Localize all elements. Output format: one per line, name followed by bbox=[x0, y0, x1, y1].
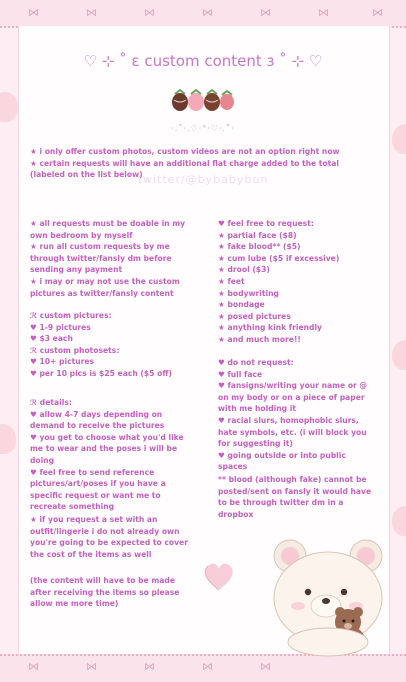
request-list bbox=[218, 218, 376, 346]
strawberry-icon bbox=[0, 92, 18, 122]
donot-item: ♥ racial slurs, homophobic slurs, hate symbols, etc. (i will block you for suggesting it) bbox=[218, 415, 367, 449]
request-item: ★ partial face ($8) bbox=[218, 230, 297, 240]
request-item: ★ bodywriting bbox=[218, 288, 279, 298]
strawberry-icon bbox=[392, 506, 406, 536]
outfit-note bbox=[30, 514, 190, 560]
details-item: ♥ you get to choose what you'd like me to wear and the poses i will be doing bbox=[30, 432, 184, 465]
details-item: ℛ details: bbox=[30, 398, 72, 407]
outfit-text: ★ if you request a set with an outfit/lingerie i do not already own you're going to be expected to cover the cost of the items as well bbox=[30, 515, 188, 559]
pricing-item: ℛ custom photosets: bbox=[30, 345, 120, 355]
pricing-item: ♥ per 10 pics is $25 each ($5 off) bbox=[30, 368, 172, 378]
pricing-list bbox=[30, 310, 190, 380]
bow-icon: ⋈ bbox=[372, 6, 383, 19]
bow-icon: ⋈ bbox=[28, 660, 39, 673]
request-item: ★ cum lube ($5 if excessive) bbox=[218, 253, 340, 263]
rule-item: ★ run all custom requests by me through twitter/fansly dm before sending any payment bbox=[30, 242, 172, 275]
bow-icon: ⋈ bbox=[28, 6, 39, 19]
request-item: ★ fake blood** ($5) bbox=[218, 242, 301, 252]
details-item: ♥ allow 4-7 days depending on demand to receive the pictures bbox=[30, 409, 165, 431]
rule-item: ★ all requests must be doable in my own bedroom by myself bbox=[30, 219, 186, 240]
blood-note-text: ** blood (although fake) cannot be posted/sent on fansly it would have to be through twitter dm in a dropbox bbox=[218, 475, 372, 519]
bow-icon: ⋈ bbox=[260, 660, 271, 673]
bow-icon: ⋈ bbox=[144, 660, 155, 673]
details-list bbox=[30, 397, 190, 513]
blood-note bbox=[218, 474, 378, 520]
items-note bbox=[30, 575, 195, 610]
intro-text bbox=[30, 146, 374, 181]
donot-item: ♥ fansigns/writing your name or @ on my body or on a piece of paper with me holding it bbox=[218, 381, 368, 414]
bear-icon bbox=[262, 534, 394, 658]
request-item: ★ anything kink friendly bbox=[218, 323, 323, 333]
heart-icon bbox=[200, 556, 238, 596]
request-item: ♥ feel free to request: bbox=[218, 219, 314, 228]
request-item: ★ posed pictures bbox=[218, 311, 291, 321]
bow-icon: ⋈ bbox=[202, 6, 213, 19]
donot-item: ♥ do not request: bbox=[218, 358, 294, 367]
request-item: ★ bondage bbox=[218, 300, 265, 310]
details-item: ♥ feel free to send reference pictures/art/poses if you have a specific request or want me to recreate something bbox=[30, 467, 166, 512]
donot-list bbox=[218, 357, 376, 473]
pricing-item: ♥ 1-9 pictures bbox=[30, 322, 91, 332]
divider: ·.˚·.♡·°·♡·.˚· bbox=[171, 124, 235, 133]
strawberry-icon bbox=[392, 124, 406, 154]
watermark: twitter/@bybabybun bbox=[137, 173, 269, 186]
bow-icon: ⋈ bbox=[86, 6, 97, 19]
bow-icon: ⋈ bbox=[318, 6, 329, 19]
rules-list bbox=[30, 218, 190, 299]
bow-icon: ⋈ bbox=[86, 660, 97, 673]
intro-line: ★ i only offer custom photos, custom videos are not an option right now bbox=[30, 147, 340, 156]
strawberry-icon bbox=[392, 340, 406, 370]
request-item: ★ and much more!! bbox=[218, 334, 301, 344]
donot-item: ♥ full face bbox=[218, 369, 263, 379]
request-item: ★ feet bbox=[218, 276, 245, 286]
request-item: ★ drool ($3) bbox=[218, 265, 270, 275]
items-note-text: (the content will have to be made after receiving the items so please allow me more time) bbox=[30, 576, 180, 609]
page-title: ♡ ⊹ ˚ ɛ custom content ɜ ˚ ⊹ ♡ bbox=[83, 52, 323, 70]
pricing-item: ℛ custom pictures: bbox=[30, 311, 112, 320]
strawberry-icon bbox=[0, 424, 16, 454]
chocolate-strawberry-icon bbox=[170, 88, 236, 112]
bow-icon: ⋈ bbox=[144, 6, 155, 19]
bow-icon: ⋈ bbox=[260, 6, 271, 19]
donot-item: ♥ going outside or into public spaces bbox=[218, 450, 346, 472]
rule-item: ★ i may or may not use the custom pictures as twitter/fansly content bbox=[30, 276, 180, 298]
bow-icon: ⋈ bbox=[202, 660, 213, 673]
pricing-item: ♥ $3 each bbox=[30, 334, 73, 344]
pricing-item: ♥ 10+ pictures bbox=[30, 357, 95, 367]
intro-line: ★ certain requests will have an additional flat charge added to the total (labeled on the list below) bbox=[30, 158, 339, 180]
